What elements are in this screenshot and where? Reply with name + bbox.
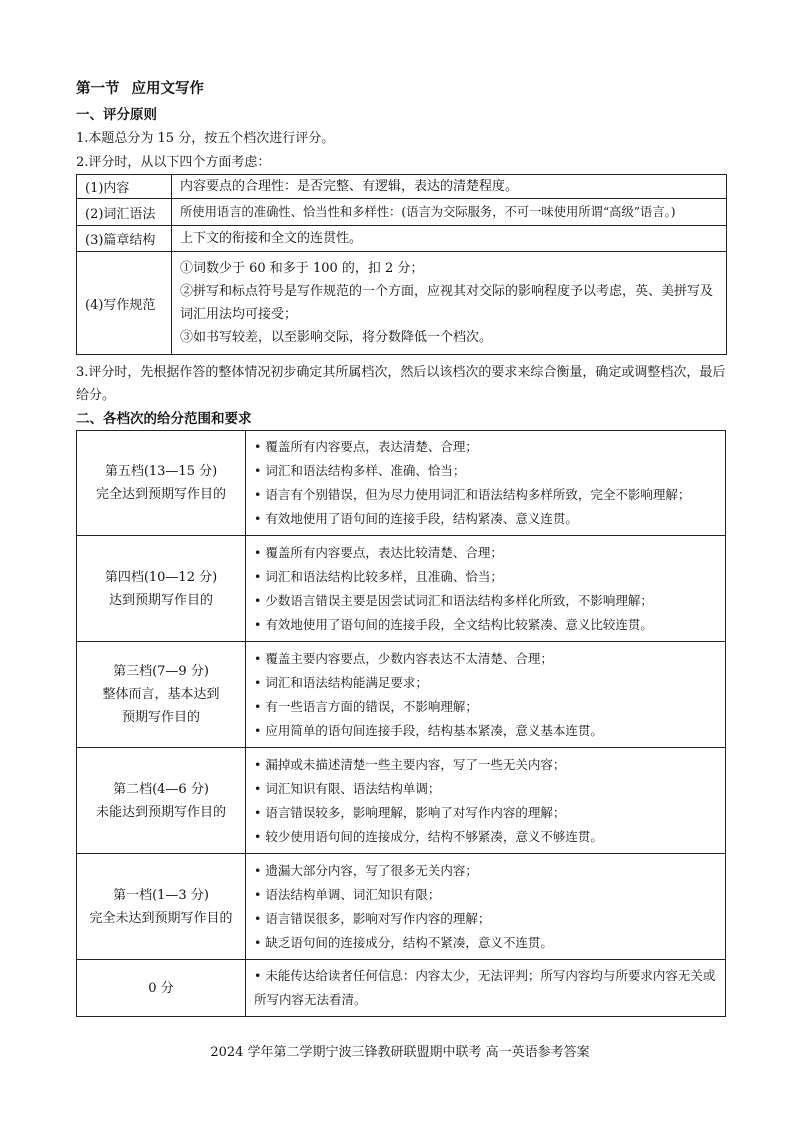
level-desc: 未能达到预期写作目的	[95, 804, 226, 820]
criteria-text	[172, 252, 727, 355]
criteria-text: 上下文的衔接和全文的连贯性。	[172, 226, 727, 252]
rule-line-2: 2.评分时，从以下四个方面考虑：	[76, 155, 271, 170]
requirement-item	[254, 671, 717, 695]
level-desc: 达到预期写作目的	[108, 592, 213, 608]
requirement-item	[254, 801, 717, 825]
criteria-sub-line: ②拼写和标点符号是写作规范的一个方面，应视其对交际的影响程度予以考虑，英、美拼写及词汇用法均可接受；	[180, 284, 714, 322]
criteria-label: (1)内容	[77, 175, 172, 199]
requirement-item	[254, 777, 717, 801]
bullet-icon: •	[254, 616, 262, 632]
bullet-icon: •	[254, 828, 262, 844]
criteria-text: 所使用语言的准确性、恰当性和多样性：(语言为交际服务，不可一味使用所谓“高级”语言。)	[172, 199, 727, 226]
bullet-icon: •	[254, 862, 262, 878]
level-row	[77, 854, 726, 960]
grade-levels-table	[76, 430, 726, 1017]
criteria-label: (3)篇章结构	[77, 226, 172, 252]
bullet-icon: •	[254, 463, 262, 478]
part2-heading: 二、各档次的给分范围和要求	[76, 411, 252, 427]
criteria-row	[77, 252, 727, 355]
requirement-text: 语法结构单调、词汇知识有限；	[265, 886, 441, 902]
requirement-text: 有一些语言方面的错误，不影响理解；	[265, 698, 478, 714]
rule-line-3: 3.评分时，先根据作答的整体情况初步确定其所属档次，然后以该档次的要求来综合衡量，确定或调整档次，最后给分。	[76, 365, 726, 403]
level-row	[77, 642, 726, 748]
requirement-text: 应用简单的语句间连接手段，结构基本紧凑，意义基本连贯。	[265, 722, 603, 738]
requirement-text: 较少使用语句间的连接成分，结构不够紧凑，意义不够连贯。	[265, 828, 603, 844]
requirement-text: 词汇和语法结构能满足要求；	[265, 674, 428, 690]
requirement-item	[254, 483, 717, 507]
bullet-icon: •	[254, 568, 262, 584]
bullet-icon: •	[254, 592, 262, 608]
requirement-text: 有效地使用了语句间的连接手段，全文结构比较紧凑、意义比较连贯。	[265, 616, 653, 632]
section-name: 应用文写作	[131, 81, 204, 97]
criteria-row	[77, 175, 727, 199]
requirement-item	[254, 541, 717, 565]
criteria-label: (2)词汇语法	[77, 199, 172, 226]
bullet-icon: •	[254, 650, 262, 666]
requirement-item	[254, 907, 717, 931]
level-name: 第二档(4—6 分)	[113, 781, 209, 797]
requirement-item	[254, 719, 717, 743]
level-requirements	[246, 431, 726, 536]
requirement-item	[254, 931, 717, 955]
criteria-sub-line: ①词数少于 60 和多于 100 的，扣 2 分；	[180, 261, 424, 276]
requirement-text: 词汇和语法结构比较多样，且准确、恰当；	[265, 568, 503, 584]
requirement-text: 覆盖主要内容要点，少数内容表达不太清楚、合理；	[265, 650, 553, 666]
bullet-icon: •	[254, 780, 262, 796]
bullet-icon: •	[254, 544, 262, 560]
requirement-text: 语言错误很多，影响对写作内容的理解；	[265, 910, 491, 926]
level-label	[77, 748, 246, 854]
level-label	[77, 642, 246, 748]
requirement-text: 词汇知识有限、语法结构单调；	[265, 780, 441, 796]
criteria-row	[77, 199, 727, 226]
requirement-text: 缺乏语句间的连接成分，结构不紧凑，意义不连贯。	[265, 934, 553, 950]
bullet-icon: •	[254, 487, 262, 502]
requirement-text: 遗漏大部分内容，写了很多无关内容；	[265, 862, 478, 878]
bullet-icon: •	[254, 722, 262, 738]
level-requirements	[246, 748, 726, 854]
requirement-item	[254, 459, 717, 483]
requirement-item	[254, 825, 717, 849]
level-row	[77, 431, 726, 536]
level-name: 第一档(1—3 分)	[113, 887, 209, 903]
requirement-item	[254, 964, 717, 1012]
requirement-text: 有效地使用了语句间的连接手段，结构紧凑、意义连贯。	[265, 511, 578, 526]
requirement-item	[254, 859, 717, 883]
level-label	[77, 854, 246, 960]
requirement-text: 覆盖所有内容要点，表达比较清楚、合理；	[265, 544, 503, 560]
page-footer: 2024 学年第二学期宁波三锋教研联盟期中联考 高一英语参考答案	[210, 1045, 590, 1060]
bullet-icon: •	[254, 910, 262, 926]
bullet-icon: •	[254, 698, 262, 714]
requirement-text: 未能传达给读者任何信息：内容太少，无法评判；所写内容均与所要求内容无关或所写内容无法看清。	[254, 968, 716, 1007]
requirement-item	[254, 695, 717, 719]
requirement-text: 覆盖所有内容要点，表达清楚、合理；	[265, 439, 478, 454]
requirement-item	[254, 507, 717, 531]
requirement-item	[254, 589, 717, 613]
level-desc: 预期写作目的	[121, 710, 200, 725]
requirement-text: 语言有个别错误，但为尽力使用词汇和语法结构多样所致，完全不影响理解；	[265, 487, 691, 502]
rule-line-1: 1.本题总分为 15 分，按五个档次进行评分。	[76, 131, 335, 146]
requirement-item	[254, 613, 717, 637]
part1-heading: 一、评分原则	[76, 107, 157, 123]
level-name: 0 分	[148, 980, 174, 996]
requirement-text: 语言错误较多，影响理解，影响了对写作内容的理解；	[265, 804, 566, 820]
level-requirements	[246, 642, 726, 748]
section-number: 第一节	[76, 81, 120, 97]
requirement-item	[254, 883, 717, 907]
bullet-icon: •	[254, 968, 262, 983]
requirement-item	[254, 753, 717, 777]
criteria-label: (4)写作规范	[77, 252, 172, 355]
bullet-icon: •	[254, 756, 262, 772]
level-row	[77, 536, 726, 642]
level-name: 第五档(13—15 分)	[104, 464, 218, 479]
level-desc: 完全未达到预期写作目的	[89, 910, 233, 926]
criteria-row	[77, 226, 727, 252]
bullet-icon: •	[254, 934, 262, 950]
level-label	[77, 960, 246, 1017]
level-row	[77, 960, 726, 1017]
level-name: 第四档(10—12 分)	[104, 569, 218, 585]
criteria-sub-line: ③如书写较差，以至影响交际，将分数降低一个档次。	[180, 330, 493, 345]
criteria-table	[76, 174, 727, 355]
level-label	[77, 431, 246, 536]
level-requirements	[246, 854, 726, 960]
level-desc: 整体而言，基本达到	[102, 687, 220, 702]
bullet-icon: •	[254, 804, 262, 820]
requirement-item	[254, 647, 717, 671]
requirement-item	[254, 565, 717, 589]
requirement-text: 漏掉或未描述清楚一些主要内容，写了一些无关内容；	[265, 756, 566, 772]
level-label	[77, 536, 246, 642]
requirement-text: 少数语言错误主要是因尝试词汇和语法结构多样化所致，不影响理解；	[265, 592, 653, 608]
level-row	[77, 748, 726, 854]
bullet-icon: •	[254, 886, 262, 902]
requirement-text: 词汇和语法结构多样、准确、恰当；	[265, 463, 466, 478]
requirement-item	[254, 435, 717, 459]
level-requirements	[246, 960, 726, 1017]
level-name: 第三档(7—9 分)	[113, 664, 209, 679]
level-requirements	[246, 536, 726, 642]
level-desc: 完全达到预期写作目的	[95, 487, 226, 502]
section-title	[76, 77, 204, 98]
bullet-icon: •	[254, 674, 262, 690]
bullet-icon: •	[254, 511, 262, 526]
criteria-text: 内容要点的合理性：是否完整、有逻辑，表达的清楚程度。	[172, 175, 727, 199]
bullet-icon: •	[254, 439, 262, 454]
